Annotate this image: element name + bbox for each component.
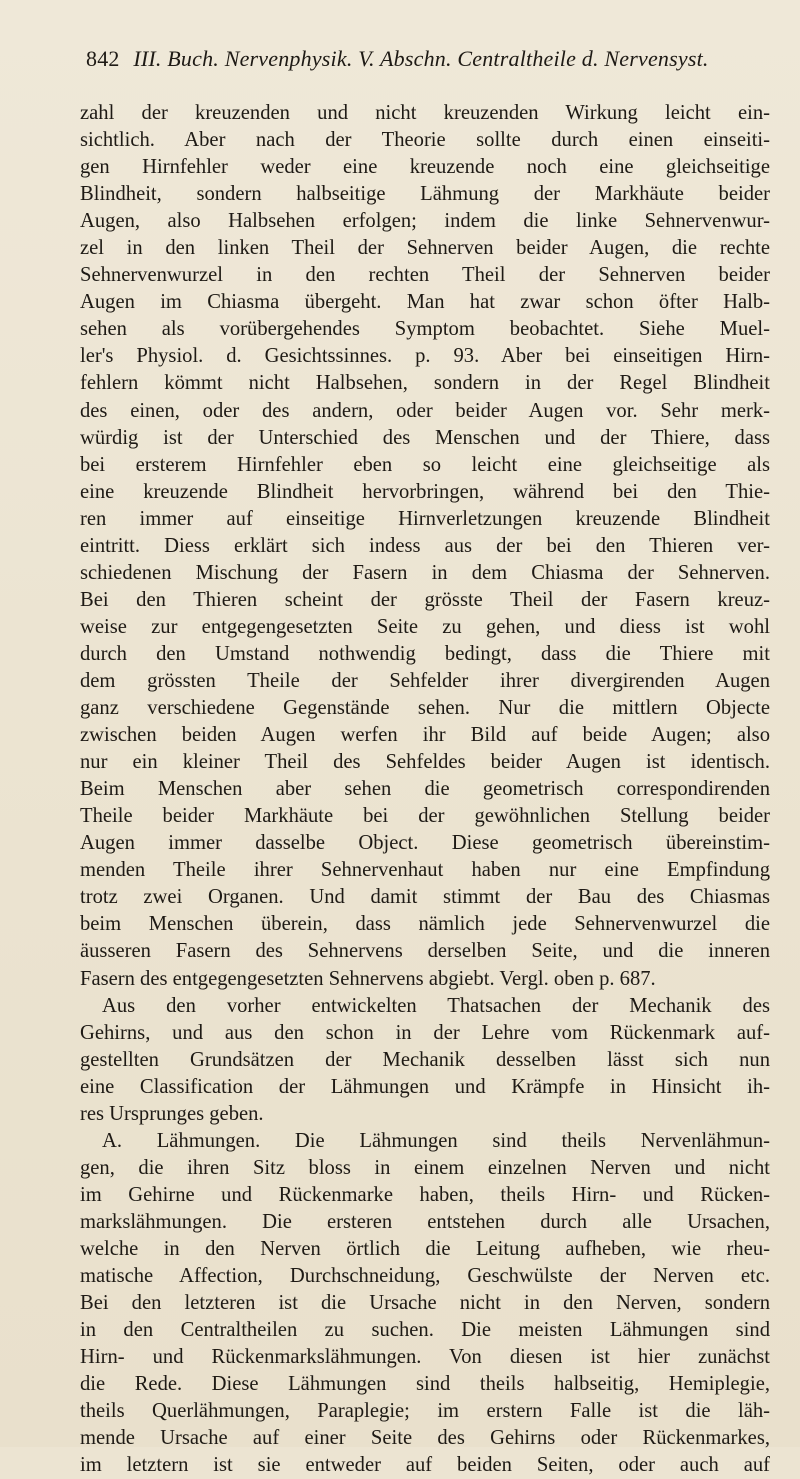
- text-line: zwischen beiden Augen werfen ihr Bild auf beide Augen; also: [80, 724, 770, 747]
- text-line: A. Lähmungen. Die Lähmungen sind theils Nervenlähmun-: [102, 1129, 770, 1152]
- text-line: ren immer auf einseitige Hirnverletzungen kreuzende Blindheit: [80, 507, 770, 530]
- page-number: 842: [86, 46, 120, 71]
- text-line: Augen, also Halbsehen erfolgen; indem die linke Sehnervenwur-: [80, 210, 770, 233]
- text-line: Augen im Chiasma übergeht. Man hat zwar schon öfter Halb-: [80, 291, 770, 314]
- text-line: dem grössten Theile der Sehfelder ihrer divergirenden Augen: [80, 669, 770, 692]
- text-line: ganz verschiedene Gegenstände sehen. Nur die mittlern Objecte: [80, 697, 770, 720]
- text-line: Blindheit, sondern halbseitige Lähmung der Markhäute beider: [80, 183, 770, 206]
- text-line: trotz zwei Organen. Und damit stimmt der Bau des Chiasmas: [80, 886, 770, 909]
- text-line: Bei den Thieren scheint der grösste Theil der Fasern kreuz-: [80, 588, 770, 611]
- running-title: III. Buch. Nervenphysik. V. Abschn. Centraltheile d. Nervensyst.: [133, 46, 709, 71]
- text-line: äusseren Fasern des Sehnervens derselben Seite, und die inneren: [80, 940, 770, 963]
- text-line: die Rede. Diese Lähmungen sind theils halbseitig, Hemiplegie,: [80, 1373, 770, 1396]
- text-line: Gehirns, und aus den schon in der Lehre vom Rückenmark auf-: [80, 1021, 770, 1044]
- text-line: eine kreuzende Blindheit hervorbringen, während bei den Thie-: [80, 480, 770, 503]
- text-line: im letztern ist sie entweder auf beiden Seiten, oder auch auf: [80, 1454, 770, 1477]
- text-line: weise zur entgegengesetzten Seite zu gehen, und diess ist wohl: [80, 615, 770, 638]
- text-line: markslähmungen. Die ersteren entstehen durch alle Ursachen,: [80, 1210, 770, 1233]
- text-line: zel in den linken Theil der Sehnerven beider Augen, die rechte: [80, 237, 770, 260]
- text-line: sichtlich. Aber nach der Theorie sollte durch einen einseiti-: [80, 129, 770, 152]
- text-line: Theile beider Markhäute bei der gewöhnlichen Stellung beider: [80, 805, 770, 828]
- text-line: matische Affection, Durchschneidung, Geschwülste der Nerven etc.: [80, 1265, 770, 1288]
- text-line: sehen als vorübergehendes Symptom beobachtet. Siehe Muel-: [80, 318, 770, 341]
- text-line: zahl der kreuzenden und nicht kreuzenden Wirkung leicht ein-: [80, 102, 770, 124]
- text-line: res Ursprunges geben.: [80, 1102, 264, 1125]
- text-line: gen Hirnfehler weder eine kreuzende noch eine gleichseitige: [80, 156, 770, 179]
- text-line: theils Querlähmungen, Paraplegie; im erstern Falle ist die läh-: [80, 1400, 770, 1423]
- body-text: [80, 100, 770, 1479]
- text-line: Hirn- und Rückenmarkslähmungen. Von diesen ist hier zunächst: [80, 1346, 770, 1369]
- text-line: Beim Menschen aber sehen die geometrisch correspondirenden: [80, 778, 770, 801]
- text-line: Fasern des entgegengesetzten Sehnervens abgiebt. Vergl. oben p. 687.: [80, 967, 656, 990]
- text-line: nur ein kleiner Theil des Sehfeldes beider Augen ist identisch.: [80, 751, 770, 774]
- text-line: welche in den Nerven örtlich die Leitung aufheben, wie rheu-: [80, 1237, 770, 1260]
- text-line: des einen, oder des andern, oder beider Augen vor. Sehr merk-: [80, 399, 770, 422]
- text-line: schiedenen Mischung der Fasern in dem Chiasma der Sehnerven.: [80, 561, 770, 584]
- text-line: gen, die ihren Sitz bloss in einem einzelnen Nerven und nicht: [80, 1156, 770, 1179]
- text-line: bei ersterem Hirnfehler eben so leicht eine gleichseitige als: [80, 453, 770, 476]
- text-line: fehlern kömmt nicht Halbsehen, sondern in der Regel Blindheit: [80, 372, 770, 395]
- text-line: in den Centraltheilen zu suchen. Die meisten Lähmungen sind: [80, 1319, 770, 1342]
- text-line: Augen immer dasselbe Object. Diese geometrisch übereinstim-: [80, 832, 770, 855]
- text-line: würdig ist der Unterschied des Menschen und der Thiere, dass: [80, 426, 770, 449]
- text-line: gestellten Grundsätzen der Mechanik desselben lässt sich nun: [80, 1048, 770, 1071]
- text-line: menden Theile ihrer Sehnervenhaut haben nur eine Empfindung: [80, 859, 770, 882]
- text-line: eintritt. Diess erklärt sich indess aus der bei den Thieren ver-: [80, 534, 770, 557]
- text-line: eine Classification der Lähmungen und Krämpfe in Hinsicht ih-: [80, 1075, 770, 1098]
- text-line: ler's Physiol. d. Gesichtssinnes. p. 93. Aber bei einseitigen Hirn-: [80, 345, 770, 368]
- running-header: [86, 46, 766, 86]
- text-line: durch den Umstand nothwendig bedingt, dass die Thiere mit: [80, 642, 770, 665]
- text-line: Sehnervenwurzel in den rechten Theil der Sehnerven beider: [80, 264, 770, 287]
- text-line: Bei den letzteren ist die Ursache nicht in den Nerven, sondern: [80, 1292, 770, 1315]
- text-line: mende Ursache auf einer Seite des Gehirns oder Rückenmarkes,: [80, 1427, 770, 1450]
- text-line: im Gehirne und Rückenmarke haben, theils Hirn- und Rücken-: [80, 1183, 770, 1206]
- text-line: Aus den vorher entwickelten Thatsachen der Mechanik des: [102, 994, 770, 1017]
- text-line: beim Menschen überein, dass nämlich jede Sehnervenwurzel die: [80, 913, 770, 936]
